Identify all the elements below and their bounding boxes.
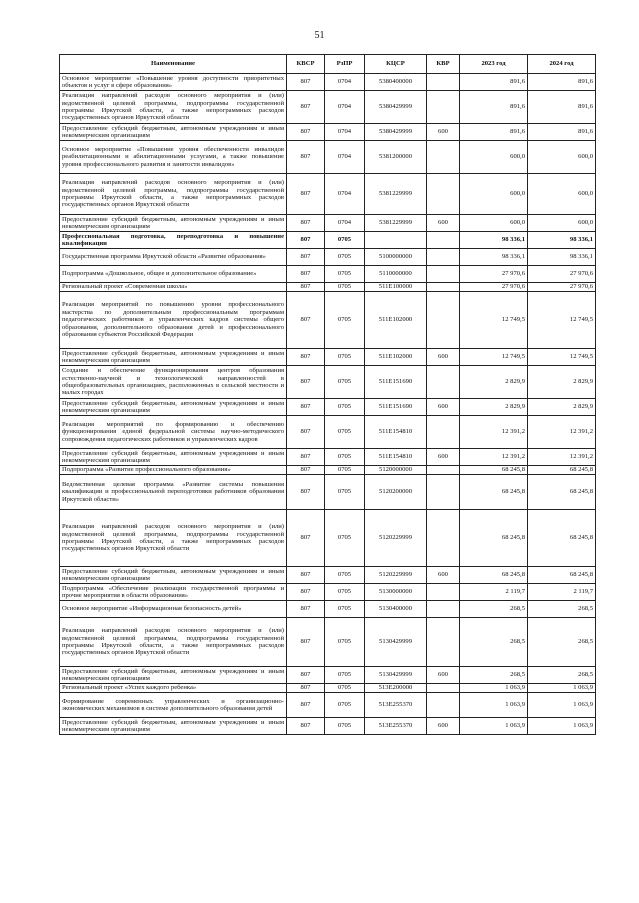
row-kvsr: 807 — [287, 349, 325, 366]
row-name: Создание и обеспечение функционирования центров образования естественно-научной и технологической направленностей в общеобразовательных организациях, расположенных в сельской местности и малых городах — [60, 366, 287, 399]
table-row — [60, 466, 596, 475]
row-kvsr: 807 — [287, 693, 325, 718]
row-kcsr: 5130429999 — [365, 667, 427, 684]
row-rzpr: 0705 — [325, 416, 365, 449]
row-kvr — [427, 618, 460, 667]
table-row — [60, 618, 596, 667]
table-row — [60, 399, 596, 416]
table-row — [60, 684, 596, 693]
table-row — [60, 349, 596, 366]
row-name: Реализация направлений расходов основного мероприятия и (или) ведомственной целевой программы, подпрограммы государственной программы Иркутской области, а также непрограммных расходов государственных органов Иркутской области — [60, 618, 287, 667]
row-kvr — [427, 510, 460, 567]
table-row — [60, 510, 596, 567]
row-name: Основное мероприятие «Информационная безопасность детей» — [60, 601, 287, 618]
row-kcsr: 5120200000 — [365, 475, 427, 510]
row-value-2024: 12 391,2 — [528, 449, 596, 466]
row-kcsr: 5100000000 — [365, 249, 427, 266]
row-kvr — [427, 366, 460, 399]
row-kvsr: 807 — [287, 399, 325, 416]
row-rzpr: 0705 — [325, 266, 365, 283]
row-rzpr: 0705 — [325, 366, 365, 399]
row-name: Реализация мероприятий по повышению уровня профессионального мастерства по дополнительным профессиональным программам педагогических работников и управленческих кадров системы общего образования, дополнительного образования детей и профессионального образования субъектов Российской Федерации — [60, 292, 287, 349]
row-value-2024: 1 063,9 — [528, 693, 596, 718]
page-number: 51 — [314, 30, 325, 41]
row-rzpr: 0705 — [325, 693, 365, 718]
table-row — [60, 266, 596, 283]
row-value-2023: 27 970,6 — [460, 283, 528, 292]
row-kcsr: 5380429999 — [365, 91, 427, 124]
row-name: Ведомственная целевая программа «Развитие системы повышения квалификации и профессиональной переподготовки работников образования Иркутской области» — [60, 475, 287, 510]
row-name: Профессиональная подготовка, переподготовка и повышение квалификации — [60, 232, 287, 249]
row-kvr — [427, 693, 460, 718]
row-kvr: 600 — [427, 399, 460, 416]
row-kcsr: 5381200000 — [365, 141, 427, 174]
row-name: Подпрограмма «Дошкольное, общее и дополнительное образование» — [60, 266, 287, 283]
row-value-2024: 600,0 — [528, 141, 596, 174]
row-value-2023: 68 245,8 — [460, 475, 528, 510]
row-kvr: 600 — [427, 124, 460, 141]
table-row — [60, 174, 596, 215]
row-value-2024: 12 391,2 — [528, 416, 596, 449]
table-row — [60, 693, 596, 718]
row-rzpr: 0705 — [325, 232, 365, 249]
row-value-2024: 12 749,5 — [528, 292, 596, 349]
row-rzpr: 0705 — [325, 249, 365, 266]
row-name: Реализация мероприятий по формированию и обеспечению функционирования единой федеральной системы научно-методического сопровождения педагогических работников и управленческих кадров — [60, 416, 287, 449]
row-kvr — [427, 684, 460, 693]
row-name: Предоставление субсидий бюджетным, автономным учреждениям и иным некоммерческим организациям — [60, 124, 287, 141]
row-value-2024: 27 970,6 — [528, 283, 596, 292]
table-row — [60, 292, 596, 349]
row-kvsr: 807 — [287, 584, 325, 601]
row-kvr: 600 — [427, 449, 460, 466]
row-kvsr: 807 — [287, 232, 325, 249]
row-value-2023: 12 391,2 — [460, 416, 528, 449]
row-kvsr: 807 — [287, 667, 325, 684]
row-rzpr: 0704 — [325, 141, 365, 174]
table-row — [60, 141, 596, 174]
row-kcsr: 5130400000 — [365, 601, 427, 618]
row-kcsr: 511E151690 — [365, 366, 427, 399]
table-header-row — [60, 55, 596, 74]
table-row — [60, 249, 596, 266]
row-rzpr: 0704 — [325, 124, 365, 141]
row-value-2023: 1 063,9 — [460, 693, 528, 718]
row-name: Формирование современных управленческих и организационно-экономических механизмов в системе дополнительного образования детей — [60, 693, 287, 718]
row-rzpr: 0705 — [325, 584, 365, 601]
row-name: Предоставление субсидий бюджетным, автономным учреждениям и иным некоммерческим организациям — [60, 667, 287, 684]
row-kcsr: 5130000000 — [365, 584, 427, 601]
row-rzpr: 0704 — [325, 174, 365, 215]
row-kvsr: 807 — [287, 601, 325, 618]
row-kcsr: 5380429999 — [365, 124, 427, 141]
col-header-rzpr: РзПР — [325, 55, 365, 74]
row-kvsr: 807 — [287, 366, 325, 399]
row-value-2023: 68 245,8 — [460, 510, 528, 567]
row-value-2023: 2 119,7 — [460, 584, 528, 601]
row-name: Реализация направлений расходов основного мероприятия и (или) ведомственной целевой программы, подпрограммы государственной программы Иркутской области, а также непрограммных расходов государственных органов Иркутской области — [60, 91, 287, 124]
row-value-2024: 891,6 — [528, 74, 596, 91]
row-kvr: 600 — [427, 567, 460, 584]
row-rzpr: 0705 — [325, 283, 365, 292]
row-rzpr: 0705 — [325, 601, 365, 618]
row-kcsr: 511E154810 — [365, 449, 427, 466]
row-kvr — [427, 584, 460, 601]
row-kvr — [427, 91, 460, 124]
table-row — [60, 283, 596, 292]
row-kvsr: 807 — [287, 684, 325, 693]
row-name: Основное мероприятие «Повышение уровня обеспеченности инвалидов реабилитационными и абилитационными услугами, а также повышение уровня профессионального развития и занятости инвалидов» — [60, 141, 287, 174]
row-value-2023: 98 336,1 — [460, 249, 528, 266]
table-row — [60, 91, 596, 124]
row-name: Региональный проект «Успех каждого ребенка» — [60, 684, 287, 693]
row-value-2023: 68 245,8 — [460, 466, 528, 475]
table-row — [60, 215, 596, 232]
row-kcsr: 5381229999 — [365, 215, 427, 232]
row-kvr — [427, 249, 460, 266]
row-rzpr: 0705 — [325, 349, 365, 366]
table-row — [60, 601, 596, 618]
row-kcsr: 5110000000 — [365, 266, 427, 283]
row-kcsr: 513E200000 — [365, 684, 427, 693]
table-row — [60, 584, 596, 601]
row-value-2023: 891,6 — [460, 124, 528, 141]
row-name: Подпрограмма «Развитие профессионального образования» — [60, 466, 287, 475]
row-kcsr: 5381229999 — [365, 174, 427, 215]
row-kvr — [427, 232, 460, 249]
row-kcsr: 5120229999 — [365, 567, 427, 584]
row-rzpr: 0705 — [325, 510, 365, 567]
row-name: Основное мероприятие «Повышение уровня доступности приоритетных объектов и услуг в сфере образования» — [60, 74, 287, 91]
row-value-2024: 68 245,8 — [528, 567, 596, 584]
col-header-2024: 2024 год — [528, 55, 596, 74]
col-header-kcsr: КЦСР — [365, 55, 427, 74]
col-header-name: Наименование — [60, 55, 287, 74]
table-row — [60, 718, 596, 735]
row-kvsr: 807 — [287, 266, 325, 283]
row-value-2024: 27 970,6 — [528, 266, 596, 283]
col-header-kvsr: КВСР — [287, 55, 325, 74]
row-value-2023: 600,0 — [460, 215, 528, 232]
row-value-2024: 98 336,1 — [528, 232, 596, 249]
row-value-2024: 268,5 — [528, 601, 596, 618]
row-kcsr: 511E154810 — [365, 416, 427, 449]
row-value-2023: 12 749,5 — [460, 349, 528, 366]
row-name: Предоставление субсидий бюджетным, автономным учреждениям и иным некоммерческим организациям — [60, 215, 287, 232]
row-kvr — [427, 466, 460, 475]
row-kcsr: 513E255370 — [365, 718, 427, 735]
row-value-2024: 268,5 — [528, 618, 596, 667]
row-rzpr: 0704 — [325, 91, 365, 124]
row-value-2023: 98 336,1 — [460, 232, 528, 249]
row-value-2024: 891,6 — [528, 91, 596, 124]
row-value-2024: 98 336,1 — [528, 249, 596, 266]
row-kvr: 600 — [427, 718, 460, 735]
col-header-kvr: КВР — [427, 55, 460, 74]
row-rzpr: 0705 — [325, 618, 365, 667]
row-value-2024: 2 119,7 — [528, 584, 596, 601]
row-name: Подпрограмма «Обеспечение реализации государственной программы и прочие мероприятия в области образования» — [60, 584, 287, 601]
row-value-2024: 2 829,9 — [528, 366, 596, 399]
row-kvr — [427, 283, 460, 292]
table-row — [60, 567, 596, 584]
row-value-2023: 268,5 — [460, 618, 528, 667]
row-kvsr: 807 — [287, 510, 325, 567]
row-name: Предоставление субсидий бюджетным, автономным учреждениям и иным некоммерческим организациям — [60, 399, 287, 416]
row-kvsr: 807 — [287, 215, 325, 232]
row-value-2023: 600,0 — [460, 141, 528, 174]
row-rzpr: 0705 — [325, 684, 365, 693]
row-value-2024: 600,0 — [528, 215, 596, 232]
row-name: Региональный проект «Современная школа» — [60, 283, 287, 292]
row-value-2024: 12 749,5 — [528, 349, 596, 366]
row-rzpr: 0705 — [325, 475, 365, 510]
table-row — [60, 366, 596, 399]
row-kvr — [427, 416, 460, 449]
row-name: Предоставление субсидий бюджетным, автономным учреждениям и иным некоммерческим организациям — [60, 567, 287, 584]
table-row — [60, 449, 596, 466]
row-kvsr: 807 — [287, 292, 325, 349]
table-row — [60, 667, 596, 684]
row-value-2024: 600,0 — [528, 174, 596, 215]
row-kvr: 600 — [427, 215, 460, 232]
row-value-2023: 600,0 — [460, 174, 528, 215]
row-kcsr: 511E100000 — [365, 283, 427, 292]
row-kvr: 600 — [427, 349, 460, 366]
row-name: Предоставление субсидий бюджетным, автономным учреждениям и иным некоммерческим организациям — [60, 718, 287, 735]
row-kvsr: 807 — [287, 174, 325, 215]
row-value-2023: 2 829,9 — [460, 366, 528, 399]
row-value-2023: 27 970,6 — [460, 266, 528, 283]
row-kcsr: 5120229999 — [365, 510, 427, 567]
row-kvsr: 807 — [287, 449, 325, 466]
row-kvsr: 807 — [287, 567, 325, 584]
row-value-2024: 1 063,9 — [528, 684, 596, 693]
row-value-2024: 68 245,8 — [528, 466, 596, 475]
row-kvsr: 807 — [287, 466, 325, 475]
row-rzpr: 0705 — [325, 399, 365, 416]
row-kcsr: 513E255370 — [365, 693, 427, 718]
row-value-2024: 68 245,8 — [528, 510, 596, 567]
row-kcsr — [365, 232, 427, 249]
row-value-2024: 268,5 — [528, 667, 596, 684]
row-rzpr: 0705 — [325, 567, 365, 584]
row-kcsr: 511E102000 — [365, 292, 427, 349]
row-value-2023: 891,6 — [460, 74, 528, 91]
row-kvsr: 807 — [287, 618, 325, 667]
row-name: Предоставление субсидий бюджетным, автономным учреждениям и иным некоммерческим организациям — [60, 449, 287, 466]
row-kvsr: 807 — [287, 283, 325, 292]
row-kvr — [427, 74, 460, 91]
row-value-2023: 68 245,8 — [460, 567, 528, 584]
row-rzpr: 0705 — [325, 667, 365, 684]
row-value-2023: 1 063,9 — [460, 718, 528, 735]
row-value-2024: 1 063,9 — [528, 718, 596, 735]
row-kvr — [427, 475, 460, 510]
row-kcsr: 5120000000 — [365, 466, 427, 475]
budget-table — [59, 54, 596, 735]
row-kvr — [427, 174, 460, 215]
table-row — [60, 475, 596, 510]
row-value-2023: 2 829,9 — [460, 399, 528, 416]
row-kvr — [427, 266, 460, 283]
row-kvr — [427, 601, 460, 618]
table-row — [60, 232, 596, 249]
row-value-2023: 268,5 — [460, 601, 528, 618]
table-row — [60, 416, 596, 449]
row-kcsr: 511E102000 — [365, 349, 427, 366]
row-rzpr: 0705 — [325, 292, 365, 349]
row-value-2023: 12 749,5 — [460, 292, 528, 349]
table-row — [60, 74, 596, 91]
row-name: Реализация направлений расходов основного мероприятия и (или) ведомственной целевой программы, подпрограммы государственной программы Иркутской области, а также непрограммных расходов государственных органов Иркутской области — [60, 510, 287, 567]
row-value-2024: 2 829,9 — [528, 399, 596, 416]
row-kvsr: 807 — [287, 718, 325, 735]
row-value-2023: 1 063,9 — [460, 684, 528, 693]
row-kvr — [427, 292, 460, 349]
row-kvsr: 807 — [287, 416, 325, 449]
row-kvr — [427, 141, 460, 174]
row-name: Государственная программа Иркутской области «Развитие образования» — [60, 249, 287, 266]
row-name: Предоставление субсидий бюджетным, автономным учреждениям и иным некоммерческим организациям — [60, 349, 287, 366]
row-kcsr: 5130429999 — [365, 618, 427, 667]
col-header-2023: 2023 год — [460, 55, 528, 74]
table-row — [60, 124, 596, 141]
row-rzpr: 0705 — [325, 466, 365, 475]
row-value-2023: 12 391,2 — [460, 449, 528, 466]
row-value-2024: 68 245,8 — [528, 475, 596, 510]
row-kvsr: 807 — [287, 74, 325, 91]
row-kvsr: 807 — [287, 124, 325, 141]
row-kvsr: 807 — [287, 141, 325, 174]
row-value-2023: 891,6 — [460, 91, 528, 124]
row-kvsr: 807 — [287, 91, 325, 124]
row-rzpr: 0705 — [325, 718, 365, 735]
row-kvr: 600 — [427, 667, 460, 684]
row-rzpr: 0704 — [325, 74, 365, 91]
row-rzpr: 0705 — [325, 449, 365, 466]
row-kcsr: 5380400000 — [365, 74, 427, 91]
row-kvsr: 807 — [287, 249, 325, 266]
row-rzpr: 0704 — [325, 215, 365, 232]
row-value-2024: 891,6 — [528, 124, 596, 141]
row-kvsr: 807 — [287, 475, 325, 510]
row-value-2023: 268,5 — [460, 667, 528, 684]
row-kcsr: 511E151690 — [365, 399, 427, 416]
row-name: Реализация направлений расходов основного мероприятия и (или) ведомственной целевой программы, подпрограммы государственной программы Иркутской области, а также непрограммных расходов государственных органов Иркутской области — [60, 174, 287, 215]
